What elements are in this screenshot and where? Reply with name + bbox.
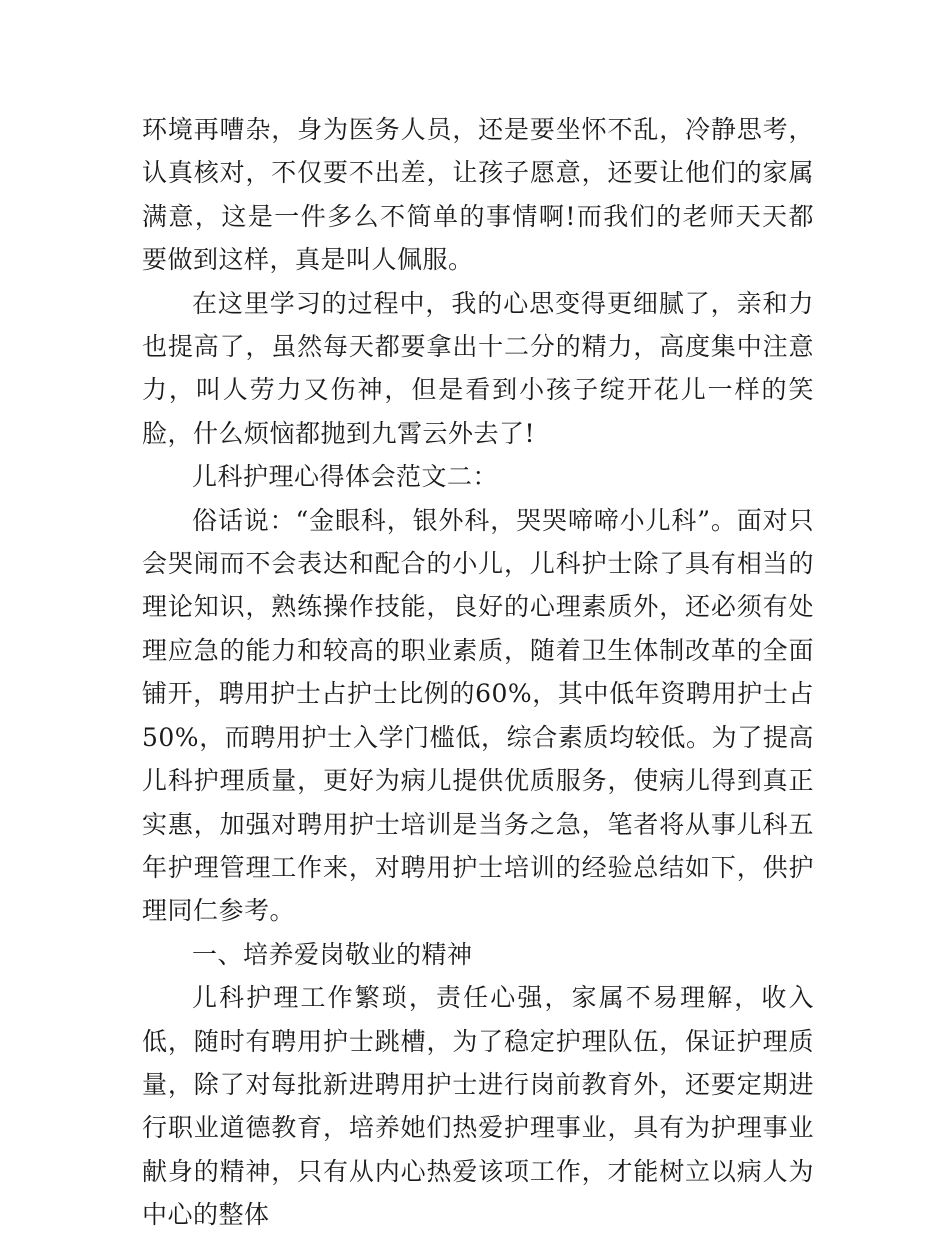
section-heading-example-two: 儿科护理心得体会范文二： [192, 462, 499, 492]
paragraph-2: 在这里学习的过程中，我的心思变得更细腻了，亲和力也提高了，虽然每天都要拿出十二分的精力，高度集中注意力，叫人劳力又伤神，但是看到小孩子绽开花儿一样的笑脸，什么烦恼都抛到九霄云外去了! [142, 288, 814, 448]
document-page [142, 108, 814, 1237]
paragraph-4: 儿科护理工作繁琐，责任心强，家属不易理解，收入低，随时有聘用护士跳槽，为了稳定护理队伍，保证护理质量，除了对每批新进聘用护士进行岗前教育外，还要定期进行职业道德教育，培养她们热爱护理事业，具有为护理事业献身的精神，只有从内心热爱该项工作，才能树立以病人为中心的整体 [142, 983, 814, 1230]
section-heading-1: 一、培养爱岗敬业的精神 [192, 939, 473, 969]
paragraph-3: 俗话说：“金眼科，银外科，哭哭啼啼小儿科”。面对只会哭闹而不会表达和配合的小儿，儿科护士除了具有相当的理论知识，熟练操作技能，良好的心理素质外，还必须有处理应急的能力和较高的职业素质，随着卫生体制改革的全面铺开，聘用护士占护士比例的60%，其中低年资聘用护士占50%，而聘用护士入学门槛低，综合素质均较低。为了提高儿科护理质量，更好为病儿提供优质服务，使病儿得到真正实惠，加强对聘用护士培训是当务之急，笔者将从事儿科五年护理管理工作来，对聘用护士培训的经验总结如下，供护理同仁参考。 [142, 505, 814, 926]
paragraph-1: 环境再嘈杂，身为医务人员，还是要坐怀不乱，冷静思考，认真核对，不仅要不出差，让孩子愿意，还要让他们的家属满意，这是一件多么不简单的事情啊!而我们的老师天天都要做到这样，真是叫人佩服。 [142, 115, 814, 275]
